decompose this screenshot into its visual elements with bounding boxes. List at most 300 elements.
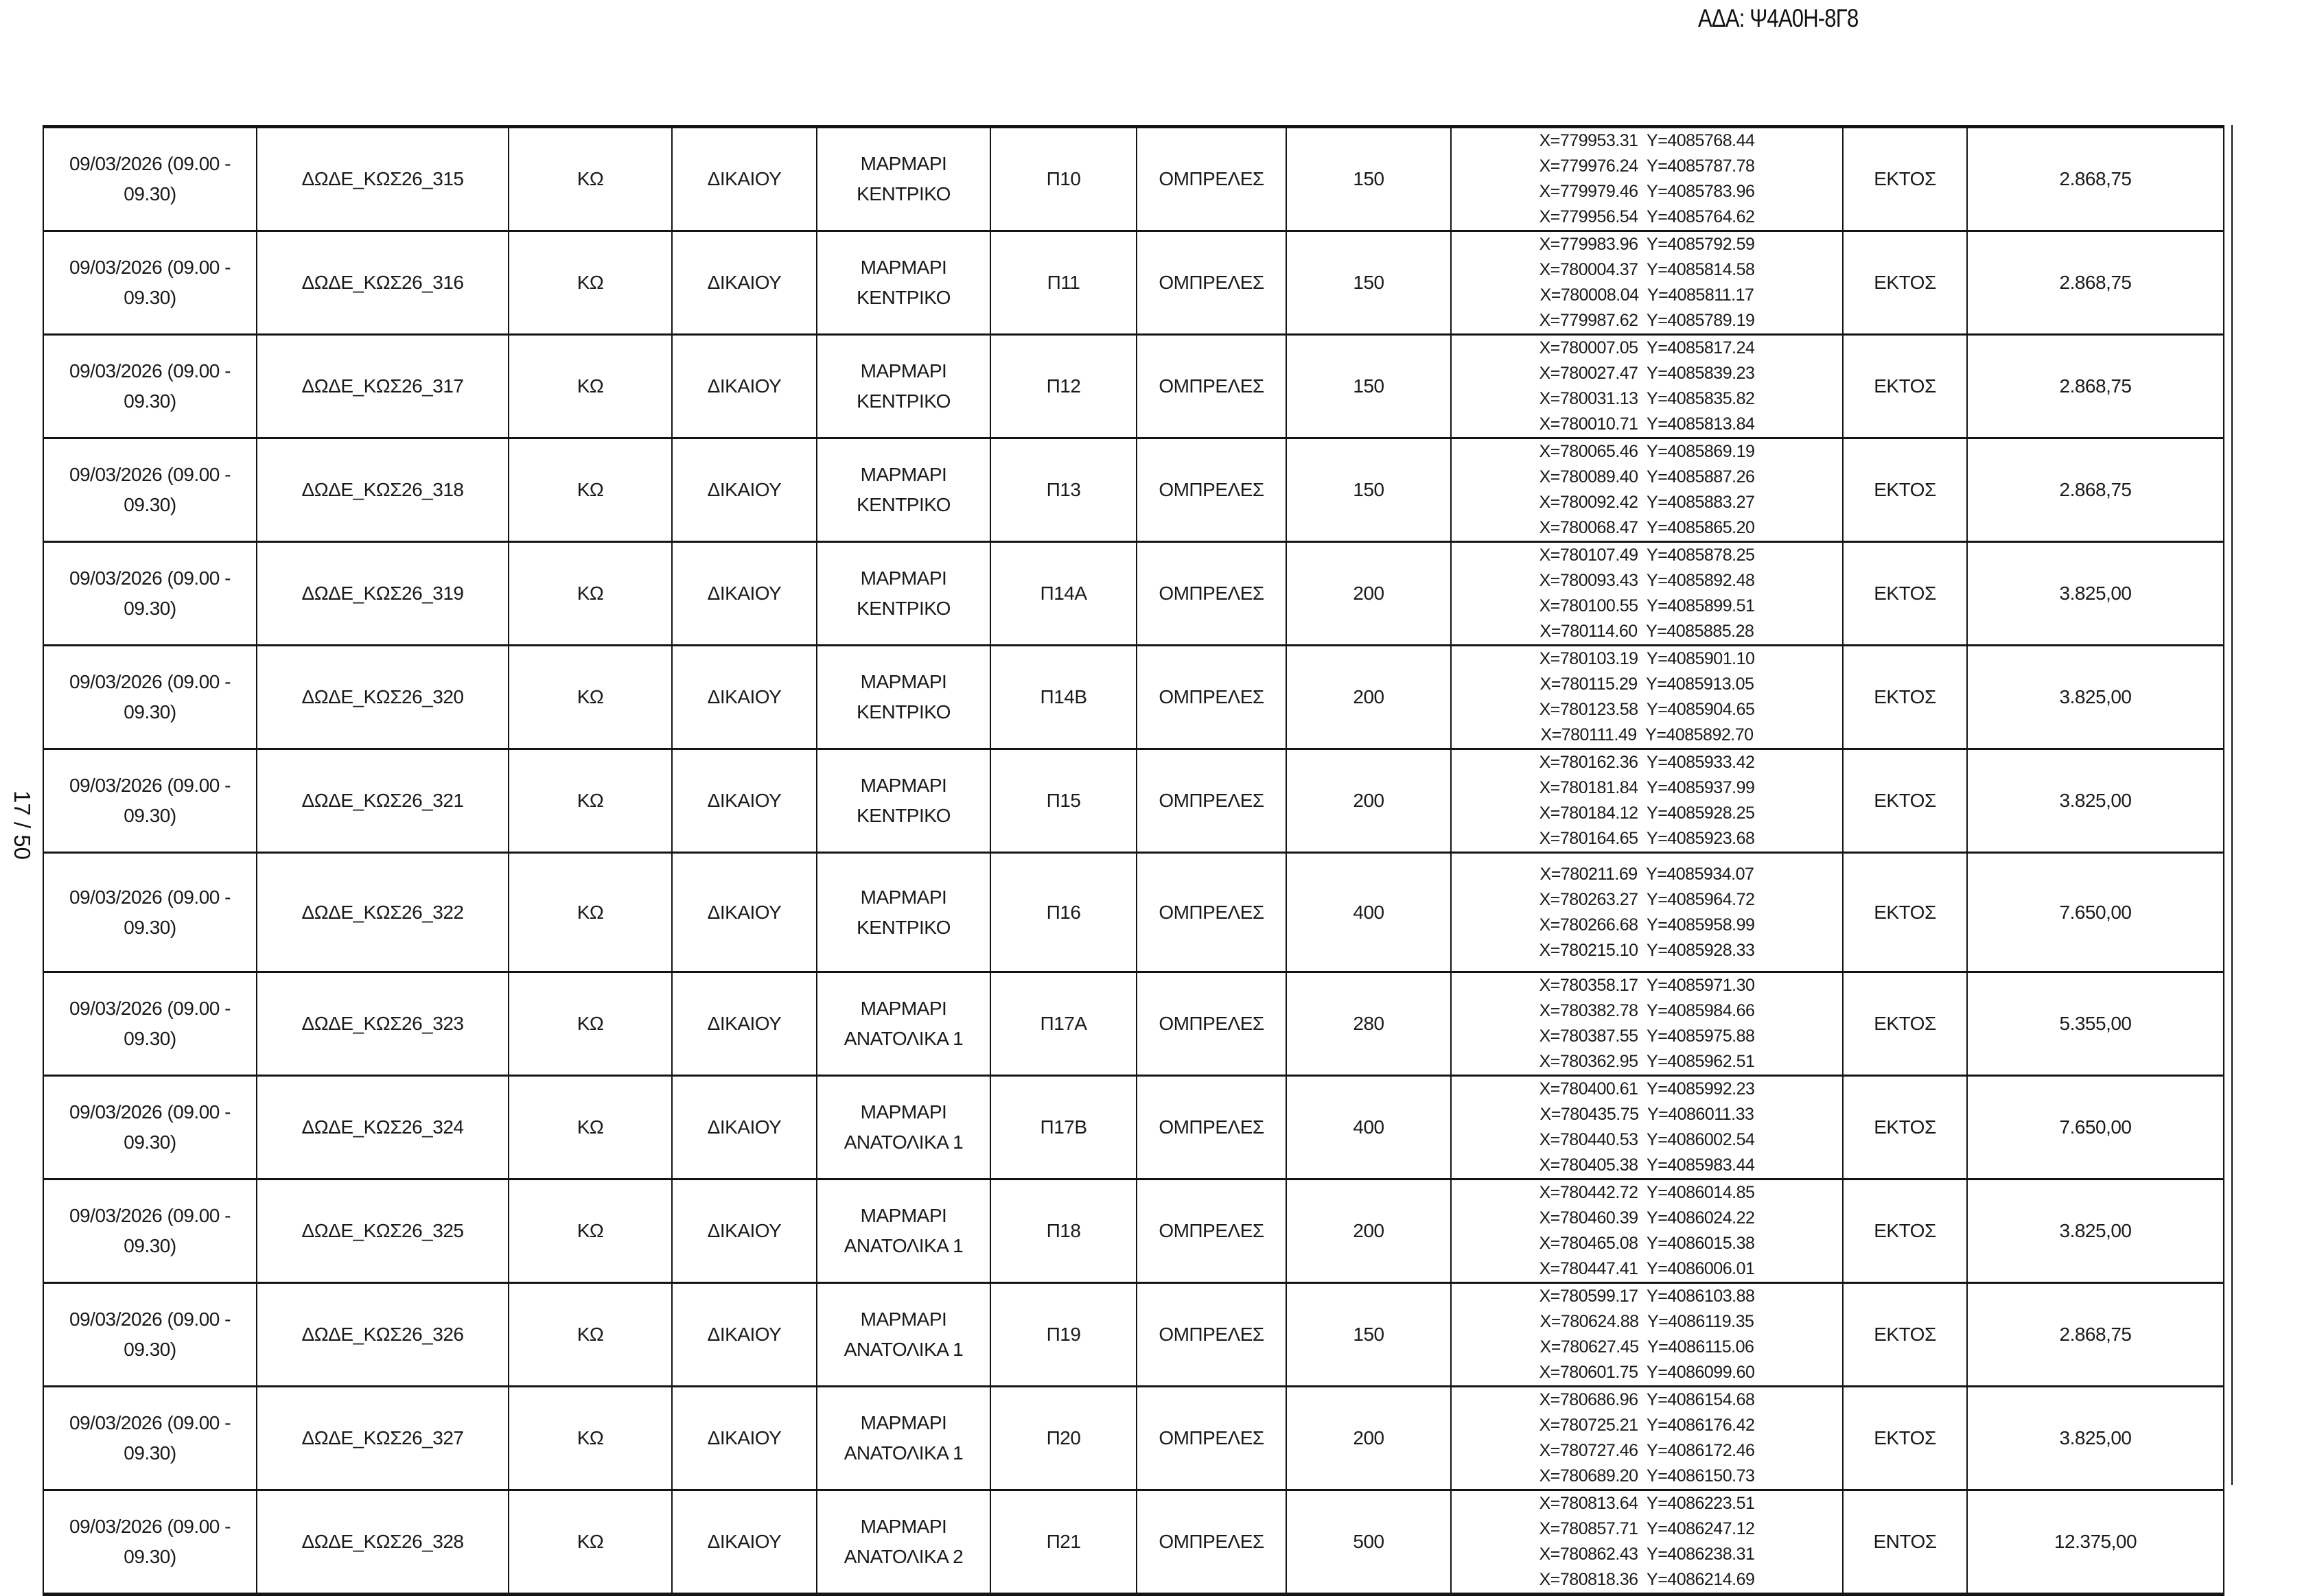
cell-auction-datetime	[43, 335, 257, 438]
cell-zone-status	[1843, 853, 1967, 972]
coordinates-list	[1452, 862, 1842, 963]
cell-coordinates	[1451, 853, 1843, 972]
auction-time-line: 09.30)	[124, 287, 176, 308]
use-label: ΟΜΠΡΕΛΕΣ	[1159, 901, 1264, 923]
auction-time-line: 09.30)	[124, 916, 176, 938]
auction-time-line: 09.30)	[124, 1028, 176, 1049]
auction-time-line: 09.30)	[124, 1546, 176, 1567]
cell-zone-status	[1843, 1076, 1967, 1180]
auction-time-line: 09.30)	[124, 1339, 176, 1360]
amount-label: 7.650,00	[2059, 1116, 2132, 1138]
cell-position	[990, 972, 1137, 1076]
page-number-label: 17 / 50	[10, 790, 35, 860]
position-label: Π11	[1047, 272, 1080, 293]
auction-time-line: 09.30)	[124, 1442, 176, 1464]
area-label: 200	[1353, 583, 1384, 604]
area-label: 400	[1353, 1116, 1384, 1138]
use-label: ΟΜΠΡΕΛΕΣ	[1159, 1324, 1264, 1345]
auction-date-line: 09/03/2026 (09.00 -	[69, 360, 231, 382]
municipal-unit-label: ΔΙΚΑΙΟΥ	[707, 1220, 782, 1241]
cell-beach	[817, 1180, 990, 1283]
beach-line-2: ΚΕΝΤΡΙΚΟ	[857, 916, 951, 938]
cell-amount	[1967, 438, 2224, 542]
municipal-unit-label: ΔΙΚΑΙΟΥ	[707, 375, 782, 397]
amount-label: 2.868,75	[2059, 1324, 2132, 1345]
position-label: Π17Α	[1040, 1013, 1087, 1034]
amount-label: 12.375,00	[2054, 1531, 2137, 1552]
ada-code: ΑΔΑ: Ψ4Α0Η-8Γ8	[1698, 4, 1859, 32]
cell-auction-datetime	[43, 853, 257, 972]
coordinate-line: X=780103.19 Y=4085901.10	[1539, 649, 1755, 668]
area-label: 150	[1353, 272, 1384, 293]
coordinate-line: X=780857.71 Y=4086247.12	[1539, 1519, 1755, 1538]
table-row	[43, 1283, 2224, 1387]
beach-line-2: ΑΝΑΤΟΛΙΚΑ 2	[844, 1546, 964, 1567]
use-label: ΟΜΠΡΕΛΕΣ	[1159, 1427, 1264, 1448]
beach-line-1: ΜΑΡΜΑΡΙ	[860, 1101, 947, 1123]
auction-time-line: 09.30)	[124, 805, 176, 826]
page-number	[10, 790, 35, 859]
cell-beach	[817, 335, 990, 438]
island-label: ΚΩ	[577, 375, 604, 397]
island-label: ΚΩ	[577, 901, 604, 923]
coordinate-line: X=780031.13 Y=4085835.82	[1539, 389, 1755, 408]
auction-date-line: 09/03/2026 (09.00 -	[69, 153, 231, 174]
cell-amount	[1967, 853, 2224, 972]
cell-position	[990, 1490, 1137, 1595]
zone-status-label: ΕΚΤΟΣ	[1874, 375, 1936, 397]
cell-municipal-unit	[672, 438, 817, 542]
cell-use	[1137, 1283, 1286, 1387]
cell-position	[990, 1180, 1137, 1283]
municipal-unit-label: ΔΙΚΑΙΟΥ	[707, 901, 782, 923]
beach-line-1: ΜΑΡΜΑΡΙ	[860, 1412, 947, 1433]
beach-line-1: ΜΑΡΜΑΡΙ	[860, 1516, 947, 1537]
coordinate-line: X=780818.36 Y=4086214.69	[1539, 1570, 1755, 1589]
coordinate-line: X=780862.43 Y=4086238.31	[1539, 1545, 1755, 1564]
cell-municipal-unit	[672, 542, 817, 646]
beach-line-1: ΜΑΡΜΑΡΙ	[860, 671, 947, 692]
cell-island	[509, 335, 672, 438]
cell-auction-datetime	[43, 542, 257, 646]
beach-line-2: ΑΝΑΤΟΛΙΚΑ 1	[844, 1235, 964, 1256]
table-row	[43, 1180, 2224, 1283]
use-label: ΟΜΠΡΕΛΕΣ	[1159, 1220, 1264, 1241]
cell-amount	[1967, 335, 2224, 438]
coordinate-line: X=779983.96 Y=4085792.59	[1539, 235, 1755, 254]
zone-status-label: ΕΚΤΟΣ	[1874, 1116, 1936, 1138]
coordinate-line: X=780435.75 Y=4086011.33	[1539, 1105, 1754, 1124]
auction-time-line: 09.30)	[124, 1131, 176, 1153]
island-label: ΚΩ	[577, 272, 604, 293]
cell-coordinates	[1451, 972, 1843, 1076]
coordinate-line: X=780362.95 Y=4085962.51	[1539, 1052, 1755, 1071]
auction-time-line: 09.30)	[124, 701, 176, 723]
cell-position	[990, 542, 1137, 646]
cell-island	[509, 646, 672, 749]
table-row	[43, 972, 2224, 1076]
cell-island	[509, 749, 672, 853]
coordinate-line: X=780689.20 Y=4086150.73	[1539, 1466, 1755, 1486]
table-row	[43, 335, 2224, 438]
beach-line-1: ΜΑΡΜΑΡΙ	[860, 464, 947, 485]
cell-use	[1137, 1076, 1286, 1180]
auction-time-line: 09.30)	[124, 183, 176, 204]
beach-line-1: ΜΑΡΜΑΡΙ	[860, 775, 947, 796]
cell-beach	[817, 853, 990, 972]
auction-time-line: 09.30)	[124, 494, 176, 515]
cell-amount	[1967, 972, 2224, 1076]
cell-code	[257, 231, 509, 335]
position-label: Π15	[1046, 790, 1081, 811]
beach-line-2: ΚΕΝΤΡΙΚΟ	[857, 805, 951, 826]
cell-beach	[817, 972, 990, 1076]
cell-area	[1286, 853, 1451, 972]
cell-auction-datetime	[43, 972, 257, 1076]
cell-beach	[817, 542, 990, 646]
cell-code	[257, 1180, 509, 1283]
auction-date-line: 09/03/2026 (09.00 -	[69, 886, 231, 908]
coordinate-line: X=780211.69 Y=4085934.07	[1539, 864, 1754, 884]
cell-zone-status	[1843, 542, 1967, 646]
cell-amount	[1967, 1283, 2224, 1387]
beach-line-1: ΜΑΡΜΑΡΙ	[860, 153, 947, 174]
position-label: Π18	[1046, 1220, 1081, 1241]
cell-use	[1137, 853, 1286, 972]
cell-use	[1137, 646, 1286, 749]
cell-area	[1286, 1180, 1451, 1283]
municipal-unit-label: ΔΙΚΑΙΟΥ	[707, 272, 782, 293]
coordinate-line: X=780100.55 Y=4085899.51	[1539, 596, 1755, 615]
cell-use	[1137, 438, 1286, 542]
beach-line-2: ΚΕΝΤΡΙΚΟ	[857, 494, 951, 515]
coordinate-line: X=779976.24 Y=4085787.78	[1539, 156, 1755, 176]
cell-amount	[1967, 1180, 2224, 1283]
position-label: Π19	[1046, 1324, 1081, 1345]
island-label: ΚΩ	[577, 1220, 604, 1241]
cell-municipal-unit	[672, 1076, 817, 1180]
coordinates-list	[1452, 128, 1842, 230]
cell-use	[1137, 1387, 1286, 1490]
cell-coordinates	[1451, 335, 1843, 438]
cell-code	[257, 127, 509, 231]
cell-coordinates	[1451, 749, 1843, 853]
code-label: ΔΩΔΕ_ΚΩΣ26_322	[301, 901, 464, 923]
cell-use	[1137, 972, 1286, 1076]
cell-coordinates	[1451, 127, 1843, 231]
cell-municipal-unit	[672, 1387, 817, 1490]
cell-island	[509, 1387, 672, 1490]
cell-use	[1137, 127, 1286, 231]
area-label: 280	[1353, 1013, 1384, 1034]
island-label: ΚΩ	[577, 790, 604, 811]
cell-position	[990, 1283, 1137, 1387]
cell-amount	[1967, 1387, 2224, 1490]
table-row	[43, 127, 2224, 231]
beach-line-1: ΜΑΡΜΑΡΙ	[860, 257, 947, 278]
cell-municipal-unit	[672, 749, 817, 853]
cell-auction-datetime	[43, 127, 257, 231]
cell-zone-status	[1843, 438, 1967, 542]
cell-beach	[817, 646, 990, 749]
municipal-unit-label: ΔΙΚΑΙΟΥ	[707, 1013, 782, 1034]
cell-area	[1286, 972, 1451, 1076]
beach-line-2: ΑΝΑΤΟΛΙΚΑ 1	[844, 1339, 964, 1360]
cell-municipal-unit	[672, 1180, 817, 1283]
cell-coordinates	[1451, 1490, 1843, 1595]
code-label: ΔΩΔΕ_ΚΩΣ26_316	[301, 272, 464, 293]
cell-island	[509, 853, 672, 972]
coordinate-line: X=779956.54 Y=4085764.62	[1539, 207, 1755, 226]
cell-auction-datetime	[43, 438, 257, 542]
coordinate-line: X=780093.43 Y=4085892.48	[1539, 571, 1755, 590]
cell-code	[257, 1490, 509, 1595]
cell-area	[1286, 1283, 1451, 1387]
amount-label: 3.825,00	[2059, 1427, 2132, 1448]
cell-municipal-unit	[672, 231, 817, 335]
cell-position	[990, 1387, 1137, 1490]
coordinate-line: X=780442.72 Y=4086014.85	[1539, 1183, 1755, 1202]
auction-date-line: 09/03/2026 (09.00 -	[69, 1516, 231, 1537]
coordinates-list	[1452, 646, 1842, 748]
coordinates-list	[1452, 336, 1842, 437]
cell-zone-status	[1843, 972, 1967, 1076]
zone-status-label: ΕΝΤΟΣ	[1873, 1531, 1937, 1552]
cell-code	[257, 438, 509, 542]
coordinate-line: X=780111.49 Y=4085892.70	[1540, 725, 1754, 744]
cell-auction-datetime	[43, 1387, 257, 1490]
area-label: 150	[1353, 375, 1384, 397]
cell-beach	[817, 749, 990, 853]
code-label: ΔΩΔΕ_ΚΩΣ26_317	[301, 375, 464, 397]
cell-island	[509, 542, 672, 646]
cell-position	[990, 1076, 1137, 1180]
auction-date-line: 09/03/2026 (09.00 -	[69, 464, 231, 485]
coordinate-line: X=780601.75 Y=4086099.60	[1539, 1363, 1755, 1382]
coordinate-line: X=780010.71 Y=4085813.84	[1539, 414, 1755, 434]
coordinate-line: X=780004.37 Y=4085814.58	[1539, 260, 1755, 279]
area-label: 400	[1353, 901, 1384, 923]
island-label: ΚΩ	[577, 168, 604, 189]
cell-code	[257, 1076, 509, 1180]
auction-date-line: 09/03/2026 (09.00 -	[69, 775, 231, 796]
cell-code	[257, 335, 509, 438]
beach-line-1: ΜΑΡΜΑΡΙ	[860, 567, 947, 589]
zone-status-label: ΕΚΤΟΣ	[1874, 1013, 1936, 1034]
coordinates-list	[1452, 1387, 1842, 1489]
cell-position	[990, 335, 1137, 438]
zone-status-label: ΕΚΤΟΣ	[1874, 272, 1936, 293]
cell-island	[509, 231, 672, 335]
table-outer-border	[2231, 125, 2233, 1485]
municipal-unit-label: ΔΙΚΑΙΟΥ	[707, 168, 782, 189]
municipal-unit-label: ΔΙΚΑΙΟΥ	[707, 790, 782, 811]
municipal-unit-label: ΔΙΚΑΙΟΥ	[707, 1116, 782, 1138]
cell-zone-status	[1843, 1283, 1967, 1387]
use-label: ΟΜΠΡΕΛΕΣ	[1159, 790, 1264, 811]
beach-line-2: ΚΕΝΤΡΙΚΟ	[857, 701, 951, 723]
coordinate-line: X=780358.17 Y=4085971.30	[1539, 976, 1755, 995]
cell-coordinates	[1451, 646, 1843, 749]
position-label: Π14Β	[1040, 686, 1087, 707]
cell-beach	[817, 1283, 990, 1387]
cell-coordinates	[1451, 438, 1843, 542]
area-label: 500	[1353, 1531, 1384, 1552]
cell-beach	[817, 231, 990, 335]
position-label: Π16	[1046, 901, 1081, 923]
table-row	[43, 1490, 2224, 1595]
auction-date-line: 09/03/2026 (09.00 -	[69, 1101, 231, 1123]
amount-label: 3.825,00	[2059, 583, 2132, 604]
coordinates-list	[1452, 439, 1842, 541]
auction-time-line: 09.30)	[124, 1235, 176, 1256]
coordinate-line: X=780440.53 Y=4086002.54	[1539, 1130, 1755, 1149]
cell-municipal-unit	[672, 853, 817, 972]
coordinate-line: X=780115.29 Y=4085913.05	[1539, 674, 1754, 694]
cell-island	[509, 1076, 672, 1180]
beach-line-2: ΚΕΝΤΡΙΚΟ	[857, 183, 951, 204]
code-label: ΔΩΔΕ_ΚΩΣ26_321	[301, 790, 464, 811]
table-row	[43, 438, 2224, 542]
cell-area	[1286, 1076, 1451, 1180]
auction-date-line: 09/03/2026 (09.00 -	[69, 671, 231, 692]
cell-zone-status	[1843, 127, 1967, 231]
coordinate-line: X=780089.40 Y=4085887.26	[1539, 467, 1755, 486]
auction-date-line: 09/03/2026 (09.00 -	[69, 1412, 231, 1433]
cell-amount	[1967, 542, 2224, 646]
coordinate-line: X=780068.47 Y=4085865.20	[1539, 518, 1755, 537]
area-label: 200	[1353, 1427, 1384, 1448]
zone-status-label: ΕΚΤΟΣ	[1874, 901, 1936, 923]
cell-code	[257, 542, 509, 646]
coordinate-line: X=780460.39 Y=4086024.22	[1539, 1208, 1755, 1228]
cell-area	[1286, 438, 1451, 542]
coordinates-list	[1452, 1077, 1842, 1178]
coordinate-line: X=780266.68 Y=4085958.99	[1539, 915, 1755, 935]
amount-label: 7.650,00	[2059, 901, 2132, 923]
auction-date-line: 09/03/2026 (09.00 -	[69, 567, 231, 589]
cell-island	[509, 1180, 672, 1283]
coordinate-line: X=780599.17 Y=4086103.88	[1539, 1287, 1755, 1306]
cell-municipal-unit	[672, 1283, 817, 1387]
cell-amount	[1967, 1490, 2224, 1595]
cell-use	[1137, 542, 1286, 646]
beach-line-2: ΚΕΝΤΡΙΚΟ	[857, 598, 951, 619]
cell-auction-datetime	[43, 646, 257, 749]
cell-zone-status	[1843, 749, 1967, 853]
use-label: ΟΜΠΡΕΛΕΣ	[1159, 272, 1264, 293]
beach-line-1: ΜΑΡΜΑΡΙ	[860, 360, 947, 382]
cell-area	[1286, 646, 1451, 749]
cell-beach	[817, 127, 990, 231]
beach-line-1: ΜΑΡΜΑΡΙ	[860, 998, 947, 1019]
position-label: Π13	[1046, 479, 1081, 500]
cell-use	[1137, 1180, 1286, 1283]
code-label: ΔΩΔΕ_ΚΩΣ26_318	[301, 479, 464, 500]
coordinate-line: X=780263.27 Y=4085964.72	[1539, 889, 1755, 909]
island-label: ΚΩ	[577, 583, 604, 604]
use-label: ΟΜΠΡΕΛΕΣ	[1159, 168, 1264, 189]
use-label: ΟΜΠΡΕΛΕΣ	[1159, 1116, 1264, 1138]
use-label: ΟΜΠΡΕΛΕΣ	[1159, 479, 1264, 500]
cell-area	[1286, 1490, 1451, 1595]
area-label: 150	[1353, 479, 1384, 500]
cell-island	[509, 438, 672, 542]
cell-position	[990, 749, 1137, 853]
use-label: ΟΜΠΡΕΛΕΣ	[1159, 1013, 1264, 1034]
position-label: Π21	[1046, 1531, 1081, 1552]
zone-status-label: ΕΚΤΟΣ	[1874, 168, 1936, 189]
amount-label: 3.825,00	[2059, 1220, 2132, 1241]
cell-zone-status	[1843, 335, 1967, 438]
cell-municipal-unit	[672, 646, 817, 749]
coordinate-line: X=779953.31 Y=4085768.44	[1539, 131, 1755, 150]
cell-municipal-unit	[672, 335, 817, 438]
amount-label: 2.868,75	[2059, 479, 2132, 500]
zone-status-label: ΕΚΤΟΣ	[1874, 1220, 1936, 1241]
coordinate-line: X=780027.47 Y=4085839.23	[1539, 364, 1755, 383]
use-label: ΟΜΠΡΕΛΕΣ	[1159, 375, 1264, 397]
auction-time-line: 09.30)	[124, 598, 176, 619]
cell-area	[1286, 335, 1451, 438]
amount-label: 5.355,00	[2059, 1013, 2132, 1034]
cell-island	[509, 127, 672, 231]
auction-date-line: 09/03/2026 (09.00 -	[69, 998, 231, 1019]
island-label: ΚΩ	[577, 1116, 604, 1138]
coordinate-line: X=780092.42 Y=4085883.27	[1539, 493, 1755, 512]
area-label: 200	[1353, 790, 1384, 811]
zone-status-label: ΕΚΤΟΣ	[1874, 1427, 1936, 1448]
coordinate-line: X=780123.58 Y=4085904.65	[1539, 700, 1755, 719]
coordinate-line: X=780725.21 Y=4086176.42	[1539, 1416, 1755, 1435]
coordinate-line: X=780215.10 Y=4085928.33	[1539, 940, 1755, 960]
cell-position	[990, 438, 1137, 542]
coordinates-list	[1452, 232, 1842, 333]
coordinate-line: X=780162.36 Y=4085933.42	[1539, 753, 1755, 772]
municipal-unit-label: ΔΙΚΑΙΟΥ	[707, 1531, 782, 1552]
cell-amount	[1967, 127, 2224, 231]
coordinate-line: X=780007.05 Y=4085817.24	[1539, 338, 1755, 357]
coordinate-line: X=780184.12 Y=4085928.25	[1539, 803, 1755, 823]
zone-status-label: ΕΚΤΟΣ	[1874, 479, 1936, 500]
cell-coordinates	[1451, 231, 1843, 335]
cell-code	[257, 1283, 509, 1387]
municipal-unit-label: ΔΙΚΑΙΟΥ	[707, 686, 782, 707]
cell-use	[1137, 231, 1286, 335]
coordinate-line: X=780627.45 Y=4086115.06	[1539, 1337, 1754, 1357]
cell-municipal-unit	[672, 127, 817, 231]
zone-status-label: ΕΚΤΟΣ	[1874, 1324, 1936, 1345]
code-label: ΔΩΔΕ_ΚΩΣ26_328	[301, 1531, 464, 1552]
municipal-unit-label: ΔΙΚΑΙΟΥ	[707, 1427, 782, 1448]
cell-area	[1286, 542, 1451, 646]
code-label: ΔΩΔΕ_ΚΩΣ26_320	[301, 686, 464, 707]
coordinate-line: X=780065.46 Y=4085869.19	[1539, 442, 1755, 461]
cell-area	[1286, 1387, 1451, 1490]
beach-line-2: ΑΝΑΤΟΛΙΚΑ 1	[844, 1131, 964, 1153]
amount-label: 2.868,75	[2059, 375, 2132, 397]
cell-position	[990, 646, 1137, 749]
auction-time-line: 09.30)	[124, 390, 176, 412]
municipal-unit-label: ΔΙΚΑΙΟΥ	[707, 1324, 782, 1345]
cell-zone-status	[1843, 1387, 1967, 1490]
cell-use	[1137, 1490, 1286, 1595]
cell-amount	[1967, 231, 2224, 335]
cell-zone-status	[1843, 231, 1967, 335]
table-row	[43, 1387, 2224, 1490]
code-label: ΔΩΔΕ_ΚΩΣ26_323	[301, 1013, 464, 1034]
cell-zone-status	[1843, 1180, 1967, 1283]
